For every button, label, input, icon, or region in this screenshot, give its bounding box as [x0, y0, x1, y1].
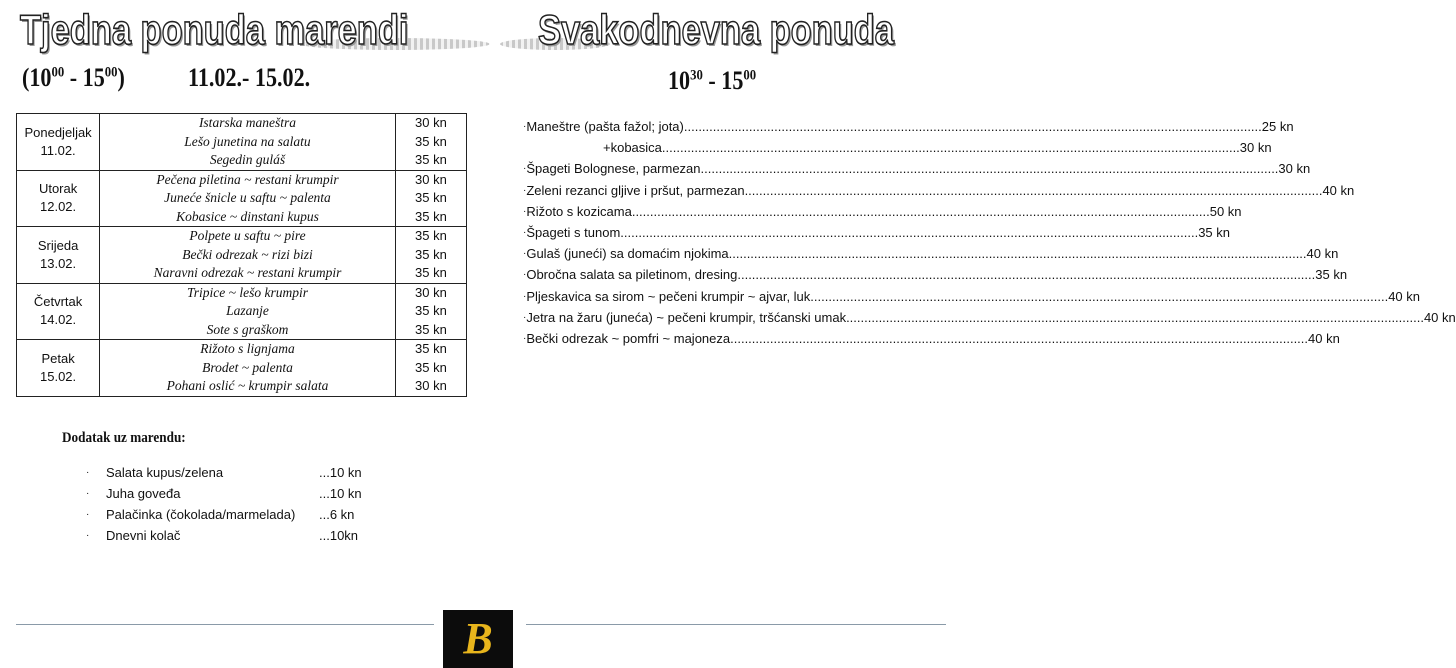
list-item [86, 462, 362, 483]
day-date: 12.02. [40, 199, 77, 215]
bullet: · [523, 163, 527, 175]
day-date: 15.02. [40, 368, 77, 384]
addon-name: Dnevni kolač [106, 528, 181, 543]
dish-price: 35 kn [415, 303, 447, 318]
addon-price: ...10 kn [319, 486, 362, 501]
list-item [523, 180, 1355, 201]
list-item [523, 137, 1272, 158]
prices-cell [395, 227, 466, 284]
list-item [523, 201, 1242, 222]
bullet: · [523, 248, 527, 260]
list-item [523, 328, 1340, 349]
dishes-cell [100, 283, 396, 340]
dot-leader: ................................................................................................................................................................ [661, 140, 1240, 156]
bullet: · [523, 269, 527, 281]
day-name: Srijeda [37, 237, 79, 253]
dot-leader: ................................................................................................................................................................ [700, 161, 1279, 177]
dot-leader: ................................................................................................................................................................ [683, 119, 1262, 134]
addon-name: Salata kupus/zelena [106, 465, 224, 480]
dish-name: Polpete u saftu ~ pire [189, 228, 306, 243]
list-item [86, 525, 362, 546]
bullet: · [523, 121, 527, 132]
dish-name: Bečki odrezak ~ rizi bizi [182, 246, 313, 262]
day-cell [17, 227, 100, 284]
dish-name: Lešo junetina na salatu [184, 133, 311, 149]
dish-price: 35 kn [1198, 224, 1230, 240]
list-item [523, 307, 1456, 328]
bullet: · [86, 509, 90, 520]
day-date: 11.02. [40, 142, 76, 158]
dishes-cell [100, 340, 396, 397]
addon-price: ...6 kn [319, 507, 355, 522]
day-cell [17, 283, 100, 340]
dish-price: 25 kn [1261, 119, 1294, 134]
day-name: Petak [41, 350, 75, 366]
list-item [86, 504, 362, 525]
dish-price: 30 kn [415, 171, 447, 187]
dish-name: Jetra na žaru (juneća) ~ pečeni krumpir, tršćanski umak [526, 309, 847, 325]
dish-name: Obročna salata sa piletinom, dresing [526, 267, 738, 283]
dish-name: Pljeskavica sa sirom ~ pečeni krumpir ~ ajvar, luk [526, 288, 811, 304]
dish-name: Rižoto s kozicama [526, 203, 632, 219]
daily-hours: $10^{30} - 15^{00}$ [668, 66, 757, 95]
dish-price: 35 kn [415, 152, 447, 167]
addon-name: Palačinka (čokolada/marmelada) [106, 507, 296, 522]
dot-leader: ................................................................................................................................................................ [730, 330, 1309, 346]
dot-leader: ................................................................................................................................................................ [631, 203, 1210, 219]
bullet: · [86, 530, 90, 541]
dish-price: 35 kn [415, 190, 447, 205]
addon-price: ...10 kn [319, 465, 362, 480]
daily-menu-list [523, 116, 1456, 349]
bullet: · [523, 311, 527, 323]
weekly-dates: 11.02.- 15.02. [188, 63, 311, 92]
table-row [17, 340, 467, 397]
list-item [523, 222, 1230, 243]
bullet: · [86, 488, 90, 499]
dot-leader: ................................................................................................................................................................ [846, 309, 1424, 325]
dish-price: 35 kn [1315, 267, 1348, 283]
table-row [17, 283, 467, 340]
dish-name: Špageti Bolognese, parmezan [526, 161, 701, 177]
dish-price: 30 kn [415, 115, 447, 130]
dish-name: Rižoto s lignjama [200, 341, 295, 356]
dot-leader: ................................................................................................................................................................ [737, 267, 1316, 283]
weekly-menu-table [16, 113, 467, 397]
addons-title: Dodatak uz marendu: [62, 430, 186, 446]
bullet: · [86, 467, 90, 478]
day-date: 14.02. [40, 312, 77, 328]
dish-price: 30 kn [1239, 140, 1272, 156]
dish-price: 35 kn [415, 228, 447, 243]
dish-name: Pečena piletina ~ restani krumpir [156, 171, 339, 187]
dish-price: 40 kn [1388, 288, 1420, 304]
prices-cell [395, 283, 466, 340]
dish-price: 35 kn [415, 341, 447, 356]
dish-price: 35 kn [415, 265, 447, 280]
list-item [86, 483, 362, 504]
day-cell [17, 340, 100, 397]
dot-leader: ................................................................................................................................................................ [620, 224, 1199, 240]
addon-name: Juha goveđa [106, 486, 181, 501]
dish-name: Tripice ~ lešo krumpir [187, 284, 308, 300]
bullet: · [523, 332, 527, 344]
dish-name: Lazanje [226, 303, 269, 318]
dish-price: 40 kn [1308, 330, 1340, 346]
day-name: Ponedjeljak [24, 124, 92, 140]
dishes-cell [100, 114, 396, 171]
day-name: Četvrtak [33, 294, 83, 310]
prices-cell [395, 114, 466, 171]
list-item [523, 116, 1294, 137]
addons-list [86, 462, 362, 546]
addon-price: ...10kn [319, 528, 359, 543]
dish-price: 35 kn [415, 246, 447, 262]
day-date: 13.02. [40, 255, 77, 271]
dish-name: Špageti s tunom [526, 224, 621, 240]
dish-name: Pohani oslić ~ krumpir salata [166, 378, 329, 393]
dish-price: 30 kn [1278, 161, 1311, 177]
weekly-hours: $(10^{00} - 15^{00})$ [22, 63, 125, 92]
logo-letter: B [463, 614, 493, 663]
dish-name: Bečki odrezak ~ pomfri ~ majoneza [526, 330, 731, 346]
dish-price: 50 kn [1209, 203, 1242, 219]
dish-name: Maneštre (pašta fažol; jota) [526, 119, 684, 134]
dish-price: 30 kn [415, 378, 447, 393]
prices-cell [395, 170, 466, 227]
dish-price: 40 kn [1322, 182, 1355, 198]
dish-price: 30 kn [415, 284, 447, 300]
day-name: Utorak [38, 181, 78, 197]
bullet: · [523, 205, 527, 217]
list-item [523, 286, 1420, 307]
dishes-cell [100, 227, 396, 284]
dish-name: Kobasice ~ dinstani kupus [176, 208, 319, 224]
dot-leader: ................................................................................................................................................................ [728, 246, 1307, 262]
dish-name: +kobasica [603, 140, 662, 156]
dot-leader: ................................................................................................................................................................ [744, 182, 1323, 198]
dishes-cell [100, 170, 396, 227]
footer-divider-left [16, 624, 434, 625]
list-item [523, 264, 1348, 285]
daily-offer-title: Svakodnevna ponuda [538, 6, 894, 53]
dish-price: 35 kn [415, 208, 447, 224]
bullet: · [523, 226, 527, 238]
list-item [523, 243, 1339, 264]
dish-price: 35 kn [415, 321, 447, 337]
dish-name: Brodet ~ palenta [202, 359, 293, 375]
dish-name: Sote s graškom [206, 321, 289, 337]
dish-price: 35 kn [415, 359, 447, 375]
dish-price: 35 kn [415, 133, 447, 149]
footer-divider-right [526, 624, 946, 625]
dot-leader: ................................................................................................................................................................ [810, 288, 1389, 304]
dish-name: Gulaš (juneći) sa domaćim njokima [526, 246, 729, 262]
bullet: · [523, 184, 527, 196]
dish-price: 40 kn [1423, 309, 1456, 325]
dish-name: Segedin guláš [209, 152, 286, 167]
dish-name: Juneće šnicle u saftu ~ palenta [164, 190, 331, 205]
table-row [17, 227, 467, 284]
dish-name: Naravni odrezak ~ restani krumpir [153, 265, 342, 280]
dish-price: 40 kn [1306, 246, 1339, 262]
weekly-offer-title: Tjedna ponuda marendi [20, 6, 409, 53]
list-item [523, 158, 1311, 179]
day-cell [17, 114, 100, 171]
dish-name: Istarska maneštra [198, 115, 297, 130]
table-row [17, 170, 467, 227]
prices-cell [395, 340, 466, 397]
bullet: · [523, 290, 527, 302]
dish-name: Zeleni rezanci gljive i pršut, parmezan [526, 182, 745, 198]
day-cell [17, 170, 100, 227]
table-row [17, 114, 467, 171]
restaurant-logo [443, 610, 513, 668]
